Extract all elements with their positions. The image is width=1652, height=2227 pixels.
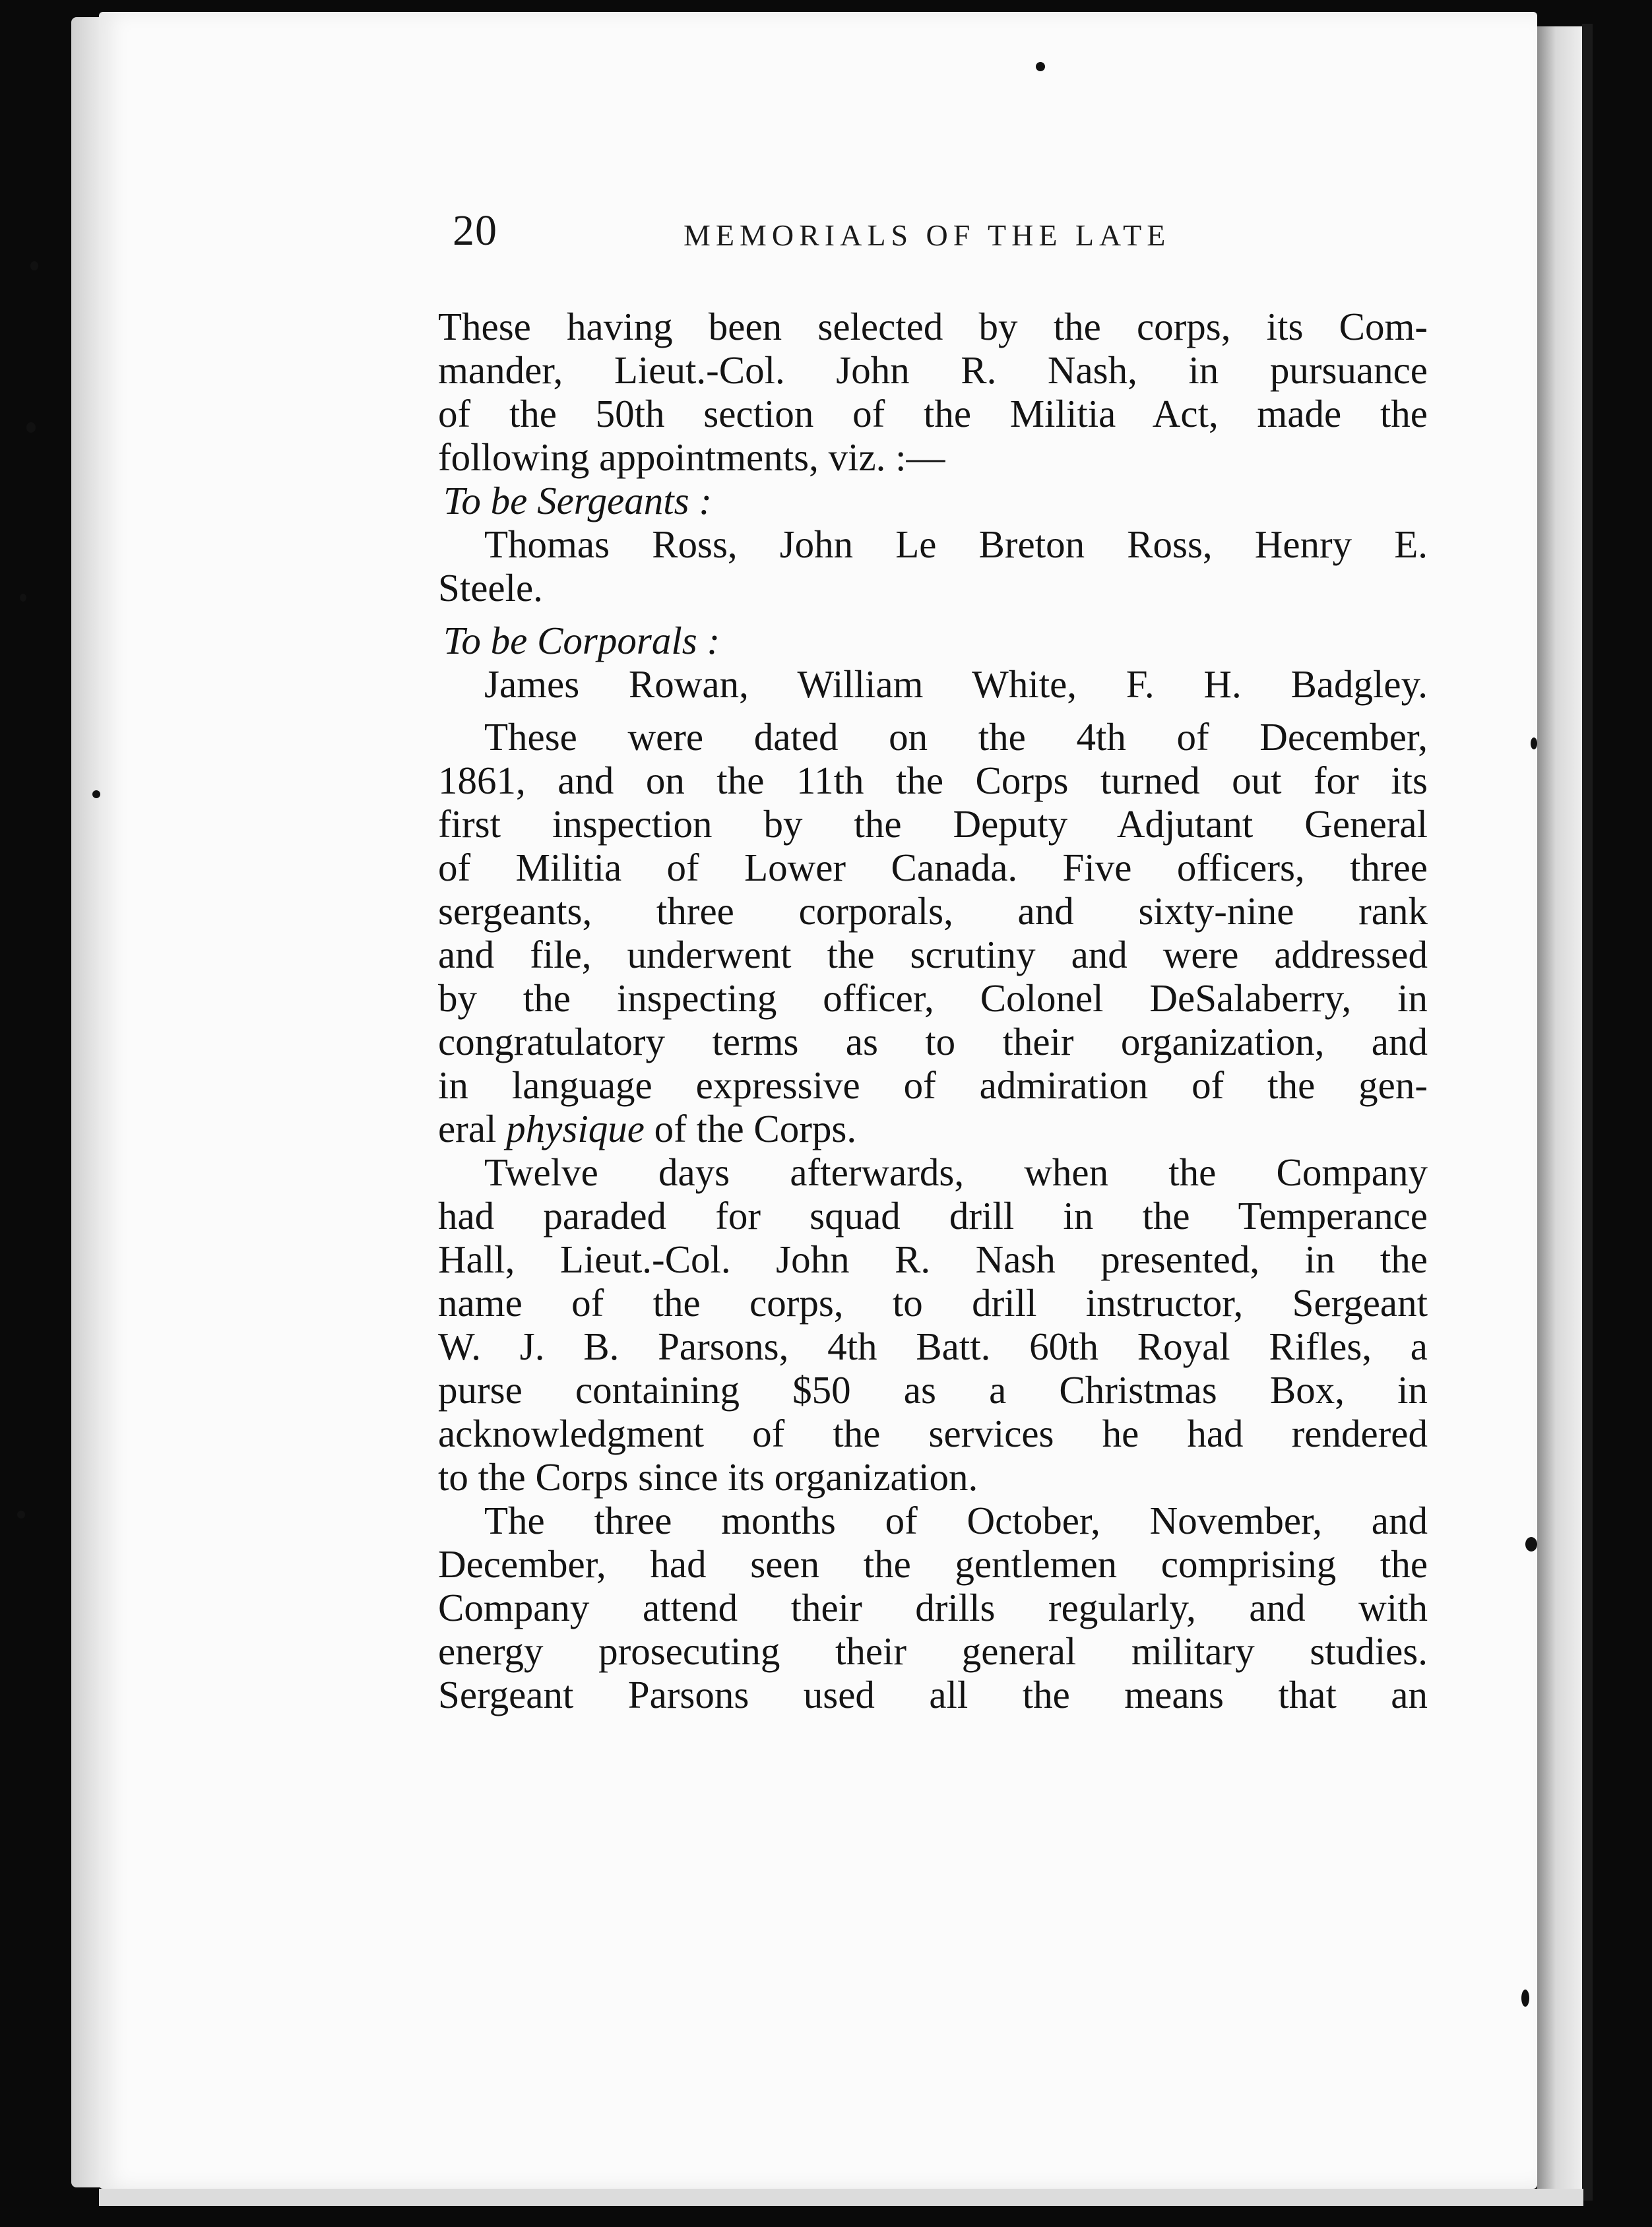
ink-speck bbox=[30, 261, 38, 270]
ink-speck bbox=[20, 594, 26, 602]
text-line: following appointments, viz. :— bbox=[438, 435, 945, 479]
text-line: These were dated on the 4th of December, bbox=[484, 715, 1428, 759]
ink-speck bbox=[1525, 1537, 1537, 1552]
page-bottom-edge bbox=[99, 2189, 1583, 2206]
text-line: and file, underwent the scrutiny and were addressed bbox=[438, 933, 1428, 976]
ink-speck bbox=[1531, 737, 1537, 749]
text-line: Twelve days afterwards, when the Company bbox=[484, 1150, 1428, 1194]
text-line bbox=[438, 1107, 1428, 1150]
body-text bbox=[438, 305, 1428, 1716]
running-header bbox=[453, 206, 1416, 265]
sergeants-names-cont: Steele. bbox=[438, 566, 543, 610]
text-line: of the 50th section of the Militia Act, made the bbox=[438, 392, 1428, 435]
text-line: mander, Lieut.-Col. John R. Nash, in pursuance bbox=[438, 348, 1428, 392]
ink-speck bbox=[1036, 62, 1045, 71]
text-line: acknowledgment of the services he had rendered bbox=[438, 1412, 1428, 1455]
text-line: The three months of October, November, and bbox=[484, 1499, 1428, 1542]
ink-speck bbox=[1521, 1990, 1529, 2007]
corporals-names: James Rowan, William White, F. H. Badgley. bbox=[484, 662, 1428, 706]
sergeants-heading: To be Sergeants : bbox=[443, 479, 712, 522]
text-line: These having been selected by the corps, its Com- bbox=[438, 305, 1428, 348]
ink-speck bbox=[17, 1511, 25, 1519]
ink-speck bbox=[26, 422, 36, 433]
text-line: name of the corps, to drill instructor, Sergeant bbox=[438, 1281, 1428, 1325]
page-number: 20 bbox=[453, 206, 497, 255]
text-fragment: of the Corps. bbox=[644, 1107, 857, 1150]
text-line: Sergeant Parsons used all the means that an bbox=[438, 1673, 1428, 1716]
sergeants-names: Thomas Ross, John Le Breton Ross, Henry E. bbox=[484, 522, 1428, 566]
text-line: December, had seen the gentlemen comprising the bbox=[438, 1542, 1428, 1586]
binding-edge bbox=[1582, 24, 1593, 2201]
running-title: MEMORIALS OF THE LATE bbox=[683, 218, 1171, 252]
corporals-heading: To be Corporals : bbox=[443, 619, 720, 662]
text-line: congratulatory terms as to their organization, and bbox=[438, 1020, 1428, 1063]
italic-word: physique bbox=[506, 1107, 645, 1150]
text-line: first inspection by the Deputy Adjutant General bbox=[438, 802, 1428, 846]
text-line: to the Corps since its organization. bbox=[438, 1455, 978, 1499]
text-line: energy prosecuting their general military studies. bbox=[438, 1629, 1428, 1673]
text-line: purse containing $50 as a Christmas Box, in bbox=[438, 1368, 1428, 1412]
ink-speck bbox=[92, 790, 100, 798]
text-line: Hall, Lieut.-Col. John R. Nash presented, in the bbox=[438, 1238, 1428, 1281]
text-line: W. J. B. Parsons, 4th Batt. 60th Royal Rifles, a bbox=[438, 1325, 1428, 1368]
text-line: of Militia of Lower Canada. Five officers, three bbox=[438, 846, 1428, 889]
next-page-edge bbox=[1537, 26, 1583, 2197]
text-line: in language expressive of admiration of the gen- bbox=[438, 1063, 1428, 1107]
text-line: Company attend their drills regularly, and with bbox=[438, 1586, 1428, 1629]
text-line: 1861, and on the 11th the Corps turned out for its bbox=[438, 759, 1428, 802]
text-line: by the inspecting officer, Colonel DeSalaberry, in bbox=[438, 976, 1428, 1020]
text-line: sergeants, three corporals, and sixty-nine rank bbox=[438, 889, 1428, 933]
text-line: had paraded for squad drill in the Temperance bbox=[438, 1194, 1428, 1238]
text-fragment: eral bbox=[438, 1107, 507, 1150]
